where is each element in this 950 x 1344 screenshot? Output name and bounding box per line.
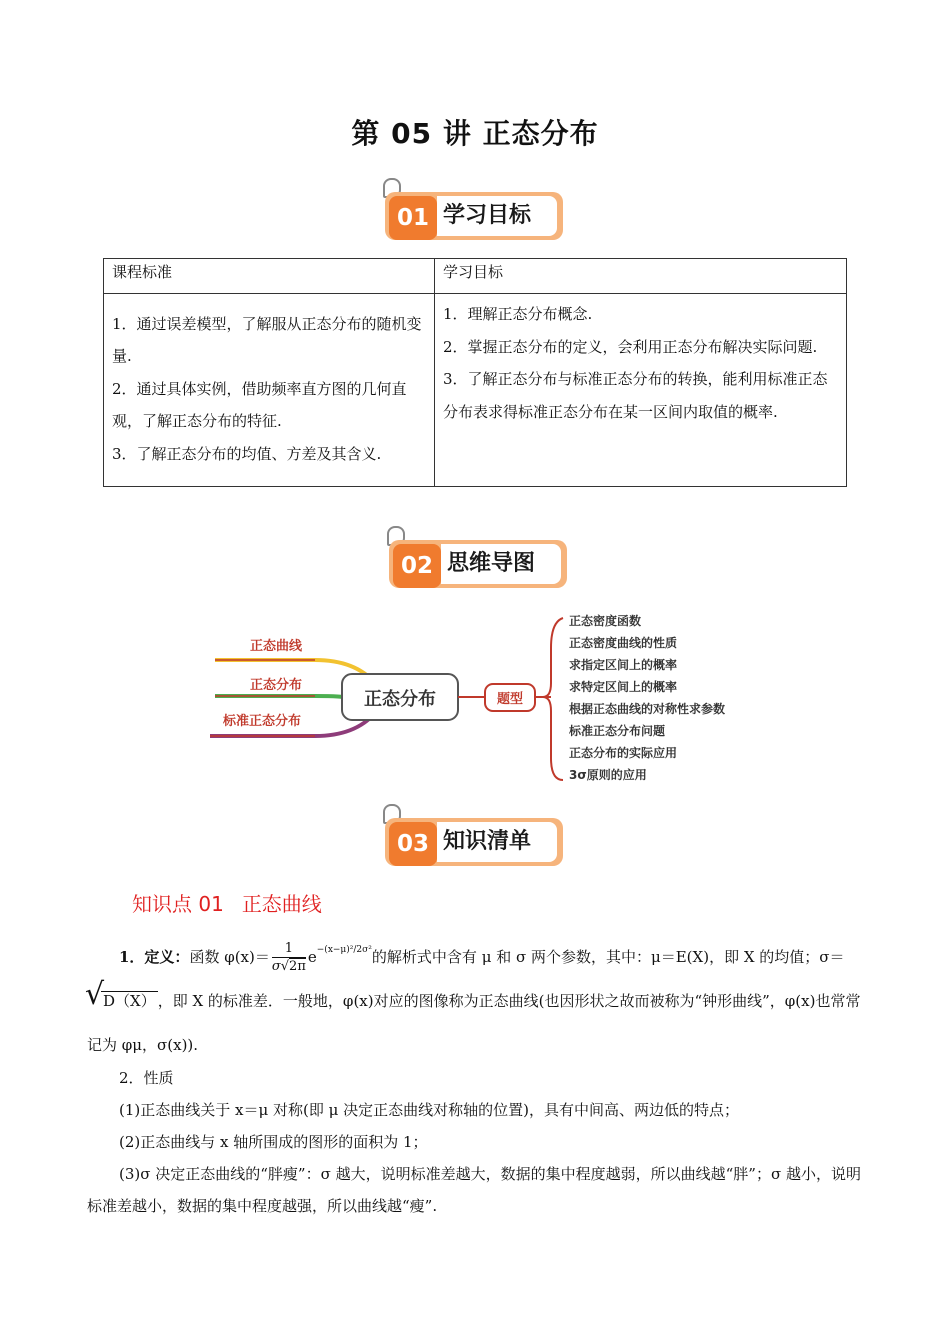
table-header-standard: 课程标准	[104, 259, 435, 294]
section-number: 02	[393, 544, 441, 588]
type-item: 正态密度函数	[569, 614, 642, 628]
section-label: 思维导图	[441, 544, 561, 584]
standard-cell	[104, 294, 435, 487]
type-item: 标准正态分布问题	[569, 724, 666, 738]
definition-text: 函数 φ(x)＝	[189, 948, 270, 966]
knowledge-point-heading	[132, 888, 340, 917]
center-node-label: 正态分布	[364, 689, 436, 710]
property-item: (3)σ 决定正态曲线的“胖瘦”：σ 越大，说明标准差越大，数据的集中程度越弱，所以曲线越“胖”；σ 越小，说明标准差越小，数据的集中程度越强，所以曲线越“瘦”.	[87, 1165, 861, 1215]
properties-label: 2．性质	[119, 1069, 174, 1087]
knowledge-point-label: 知识点 01	[132, 892, 224, 916]
definition-text: 的解析式中含有 μ 和 σ 两个参数，其中：μ＝E(X)，即 X 的均值；σ＝	[371, 948, 845, 966]
type-node-label: 题型	[496, 692, 524, 707]
section-label: 知识清单	[437, 822, 557, 862]
standard-item: 1．通过误差模型，了解服从正态分布的随机变量.	[112, 314, 422, 366]
section-banner-mindmap	[387, 526, 572, 596]
property-item: (2)正态曲线与 x 轴所围成的图形的面积为 1；	[119, 1133, 428, 1151]
definition-label: 1．定义：	[119, 948, 190, 966]
page-title: 第 05 讲 正态分布	[351, 117, 599, 150]
section-number: 03	[389, 822, 437, 866]
exponent: −(x−μ)²/2σ²	[316, 945, 372, 955]
objectives-table	[103, 258, 847, 487]
goal-item: 3．了解正态分布与标准正态分布的转换，能利用标准正态分布表求得标准正态分布在某一区间内取值的概率.	[443, 370, 828, 421]
properties-section	[87, 1062, 863, 1222]
standard-item: 3．了解正态分布的均值、方差及其含义.	[112, 444, 382, 463]
exponential-base: e	[307, 948, 317, 966]
section-banner-objectives	[383, 178, 568, 248]
section-number: 01	[389, 196, 437, 240]
mind-map	[205, 608, 765, 793]
type-item: 3σ原则的应用	[569, 768, 647, 782]
type-item: 正态密度曲线的性质	[569, 636, 678, 650]
definition-text: ，即 X 的标准差．一般地，φ(x)对应的图像称为正态曲线(也因形状之故而被称为“钟形曲线”，φ(x)也常常记为 φμ，σ(x)).	[87, 992, 861, 1054]
goals-cell	[435, 294, 847, 487]
goal-item: 1．理解正态分布概念.	[443, 305, 593, 323]
branch-label: 标准正态分布	[223, 714, 302, 729]
type-item: 求指定区间上的概率	[569, 658, 678, 672]
normal-fraction: $\frac{1}{\sigma√2\pi}$	[271, 940, 306, 974]
sqrt-variance: √ D（X）	[87, 979, 158, 1023]
table-header-goals: 学习目标	[435, 259, 847, 294]
type-item: 根据正态曲线的对称性求参数	[569, 702, 726, 716]
brace	[543, 618, 563, 780]
section-label: 学习目标	[437, 196, 557, 236]
knowledge-point-title: 正态曲线	[241, 892, 322, 916]
branch-label: 正态曲线	[250, 639, 303, 654]
branch-label: 正态分布	[250, 678, 303, 693]
definition-paragraph	[87, 928, 863, 1067]
type-item: 正态分布的实际应用	[569, 746, 678, 760]
type-item: 求特定区间上的概率	[569, 680, 678, 694]
standard-item: 2．通过具体实例，借助频率直方图的几何直观，了解正态分布的特征.	[112, 379, 407, 431]
property-item: (1)正态曲线关于 x＝μ 对称(即 μ 决定正态曲线对称轴的位置)，具有中间高、两边低的特点；	[119, 1101, 739, 1119]
section-banner-knowledge	[383, 804, 568, 874]
goal-item: 2．掌握正态分布的定义，会利用正态分布解决实际问题.	[443, 337, 818, 356]
